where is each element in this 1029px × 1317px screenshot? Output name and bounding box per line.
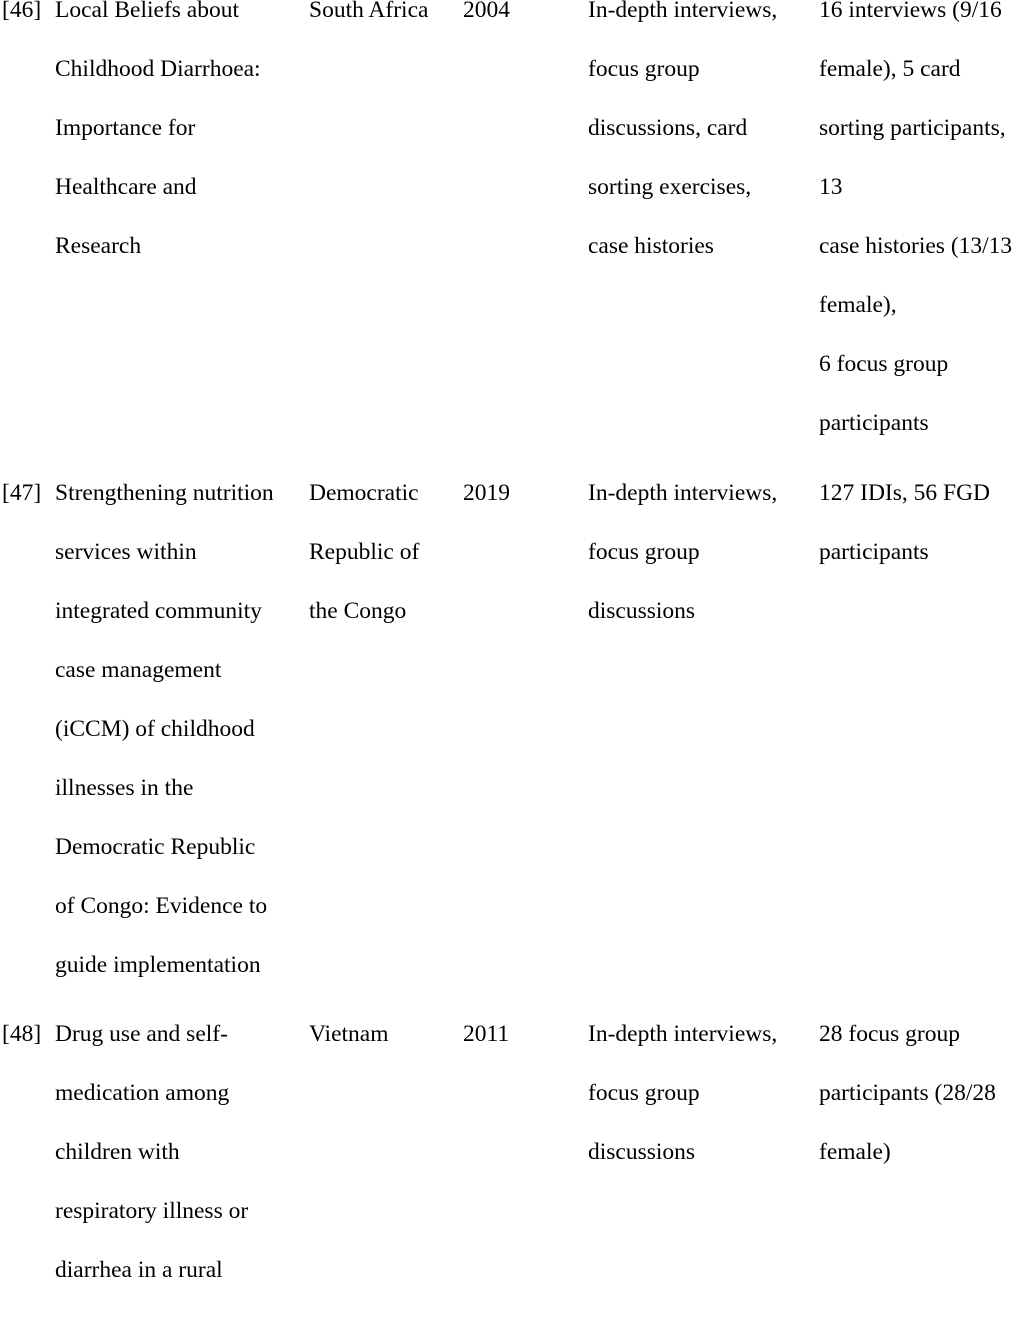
title-line: respiratory illness or <box>55 1198 249 1224</box>
title-line: diarrhea in a rural <box>55 1257 223 1283</box>
sample-cell <box>819 0 1012 470</box>
ref-label: [46] <box>2 0 42 23</box>
country-line: Vietnam <box>309 1021 389 1047</box>
title-line: (iCCM) of childhood <box>55 716 255 742</box>
title-line: Research <box>55 233 142 259</box>
country-line: South Africa <box>309 0 429 23</box>
title-line: case management <box>55 657 222 683</box>
methods-line: focus group <box>588 1080 700 1106</box>
methods-line: discussions <box>588 598 696 624</box>
title-line: Childhood Diarrhoea: <box>55 56 261 82</box>
methods-line: In-depth interviews, <box>588 480 778 506</box>
title-cell <box>55 1022 248 1317</box>
sample-line: female), 5 card <box>819 56 961 82</box>
sample-line: participants (28/28 <box>819 1080 996 1106</box>
year-value: 2004 <box>463 0 510 23</box>
ref-label: [47] <box>2 480 42 506</box>
year-cell <box>463 0 510 57</box>
year-cell <box>463 481 510 540</box>
ref-label: [48] <box>2 1021 42 1047</box>
title-cell <box>55 481 274 1012</box>
title-line: of Congo: Evidence to <box>55 893 268 919</box>
methods-line: discussions <box>588 1139 696 1165</box>
sample-cell <box>819 481 990 599</box>
title-line: Strengthening nutrition <box>55 480 274 506</box>
title-line: Healthcare and <box>55 174 197 200</box>
title-line: integrated community <box>55 598 262 624</box>
country-line: Republic of <box>309 539 420 565</box>
title-line: guide implementation <box>55 952 261 978</box>
country-cell <box>309 481 419 658</box>
methods-line: In-depth interviews, <box>588 1021 778 1047</box>
sample-line: sorting participants, <box>819 115 1006 141</box>
title-cell <box>55 0 261 293</box>
sample-line: female) <box>819 1139 891 1165</box>
sample-line: 28 focus group <box>819 1021 960 1047</box>
country-line: Democratic <box>309 480 419 506</box>
title-line: Local Beliefs about <box>55 0 240 23</box>
year-value: 2011 <box>463 1021 510 1047</box>
methods-line: sorting exercises, <box>588 174 752 200</box>
title-line: medication among <box>55 1080 230 1106</box>
sample-line: participants <box>819 539 929 565</box>
title-line: Drug use and self- <box>55 1021 228 1047</box>
methods-line: focus group <box>588 56 700 82</box>
title-line: children with <box>55 1139 180 1165</box>
ref-cell <box>2 0 41 57</box>
country-cell <box>309 1022 389 1081</box>
sample-line: 6 focus group <box>819 351 949 377</box>
methods-line: In-depth interviews, <box>588 0 778 23</box>
year-cell <box>463 1022 509 1081</box>
title-line: Importance for <box>55 115 196 141</box>
methods-line: focus group <box>588 539 700 565</box>
methods-line: case histories <box>588 233 714 259</box>
sample-line: 16 interviews (9/16 <box>819 0 1002 23</box>
sample-cell <box>819 1022 996 1199</box>
sample-line: female), <box>819 292 897 318</box>
year-value: 2019 <box>463 480 510 506</box>
methods-cell <box>588 0 777 293</box>
sample-line: participants <box>819 410 929 436</box>
sample-line: case histories (13/13 <box>819 233 1013 259</box>
sample-line: 13 <box>819 174 843 200</box>
country-line: the Congo <box>309 598 407 624</box>
methods-line: discussions, card <box>588 115 748 141</box>
title-line: Democratic Republic <box>55 834 256 860</box>
country-cell <box>309 0 428 57</box>
methods-cell <box>588 1022 777 1199</box>
methods-cell <box>588 481 777 658</box>
ref-cell <box>2 481 41 540</box>
title-line: services within <box>55 539 197 565</box>
title-line: illnesses in the <box>55 775 194 801</box>
ref-cell <box>2 1022 41 1081</box>
sample-line: 127 IDIs, 56 FGD <box>819 480 991 506</box>
